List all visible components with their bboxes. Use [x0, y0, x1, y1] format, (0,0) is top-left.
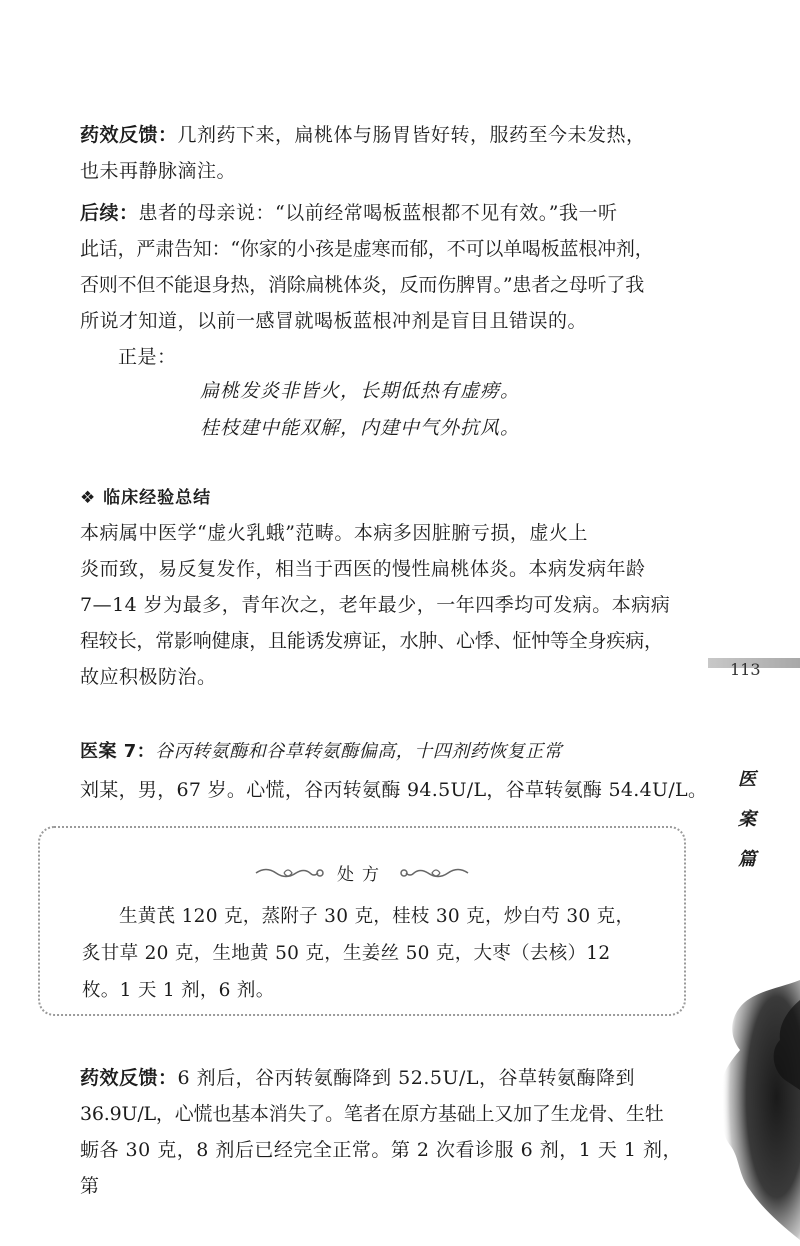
followup-text-line: 患者的母亲说：“以前经常喝板蓝根都不见有效。”我一听 [138, 202, 618, 224]
prescription-body [82, 898, 672, 1009]
page-number: 113 [730, 660, 761, 679]
feedback-paragraph-2 [80, 1060, 695, 1204]
ornament-right-icon [400, 864, 470, 887]
feedback-text-line: 也未再静脉滴注。 [80, 160, 237, 182]
followup-text-line: 否则不但不能退身热，消除扁桃体炎，反而伤脾胃。”患者之母听了我 [80, 274, 645, 296]
side-title-char: 医 [738, 769, 756, 790]
page-number-tab [708, 658, 800, 680]
followup-paragraph [80, 195, 695, 339]
case-title [80, 737, 562, 763]
prescription-line: 生黄芪 120 克，蒸附子 30 克，桂枝 30 克，炒白芍 30 克， [119, 906, 635, 927]
side-title-char: 篇 [738, 849, 756, 870]
feedback-label: 药效反馈： [80, 1067, 178, 1089]
feedback-paragraph-1 [80, 117, 695, 189]
followup-text-line: 所说才知道，以前一感冒就喝板蓝根冲剂是盲目且错误的。 [80, 310, 588, 332]
summary-text-line: 7—14 岁为最多，青年次之，老年最少，一年四季均可发病。本病病 [80, 594, 671, 616]
prescription-line: 枚。1 天 1 剂，6 剂。 [82, 980, 275, 1001]
summary-text-line: 程较长，常影响健康，且能诱发痹证，水肿、心悸、怔忡等全身疾病， [80, 630, 663, 652]
verse-line: 扁桃发炎非皆火，长期低热有虚痨。 [200, 380, 521, 402]
feedback-text-line: 几剂药下来，扁桃体与肠胃皆好转，服药至今未发热， [177, 124, 646, 146]
followup-label: 后续： [80, 202, 139, 224]
followup-text-line: 此话，严肃告知：“你家的小孩是虚寒而郁，不可以单喝板蓝根冲剂， [80, 238, 654, 260]
verse-line: 桂枝建中能双解，内建中气外抗风。 [200, 417, 521, 439]
case-label: 医案 7： [80, 741, 156, 762]
side-title-char: 案 [738, 809, 756, 830]
side-section-title [732, 760, 762, 880]
summary-text-line: 本病属中医学“虚火乳蛾”范畴。本病多因脏腑亏损，虚火上 [80, 522, 588, 544]
case-description: 谷丙转氨酶和谷草转氨酶偏高，十四剂药恢复正常 [155, 741, 563, 762]
summary-paragraph [80, 515, 695, 695]
section-heading: ❖ 临床经验总结 [80, 488, 212, 508]
prescription-title: 处方 [40, 860, 684, 887]
feedback-label: 药效反馈： [80, 124, 178, 146]
prescription-line: 炙甘草 20 克，生地黄 50 克，生姜丝 50 克，大枣（去核）12 [82, 943, 611, 964]
ink-wash-decoration [700, 980, 800, 1240]
summary-text-line: 炎而致，易反复发作，相当于西医的慢性扁桃体炎。本病发病年龄 [80, 558, 646, 580]
ornament-left-icon [254, 864, 324, 887]
summary-text-line: 故应积极防治。 [80, 666, 217, 688]
case-patient-line: 刘某，男，67 岁。心慌，谷丙转氨酶 94.5U/L，谷草转氨酶 54.4U/L。 [80, 779, 708, 801]
feedback-text-line: 6 剂后，谷丙转氨酶降到 52.5U/L，谷草转氨酶降到 [177, 1067, 636, 1089]
feedback-text-line: 蛎各 30 克，8 剂后已经完全正常。第 2 次看诊服 6 剂，1 天 1 剂，第 [80, 1139, 683, 1197]
prescription-box [38, 826, 686, 1016]
verse-intro: 正是： [118, 346, 177, 368]
feedback-text-line: 36.9U/L，心慌也基本消失了。笔者在原方基础上又加了生龙骨、生牡 [80, 1103, 664, 1125]
